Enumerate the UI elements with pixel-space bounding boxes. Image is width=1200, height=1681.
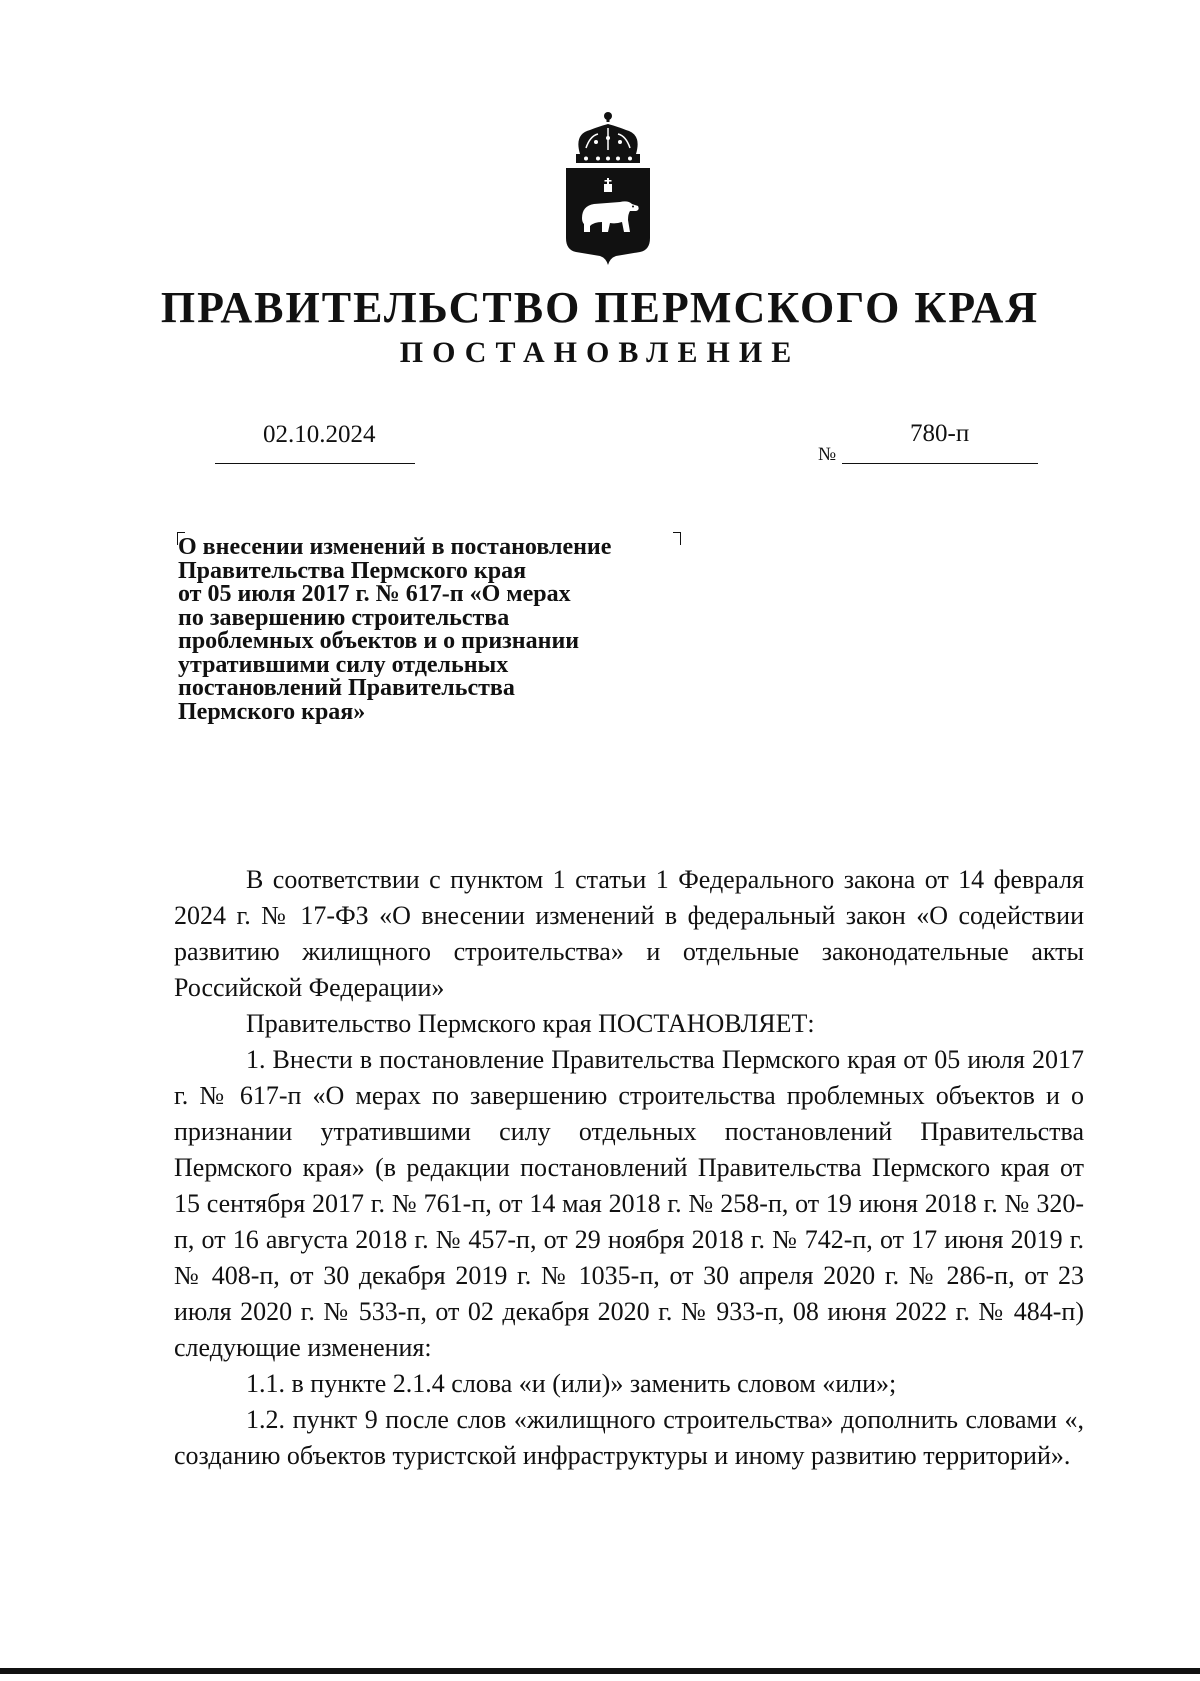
item-1-1-paragraph: 1.1. в пункте 2.1.4 слова «и (или)» заменить словом «или»; (246, 1369, 897, 1398)
subject-line: утратившими силу отдельных (178, 651, 509, 678)
item-1-2-paragraph: 1.2. пункт 9 после слов «жилищного строительства» дополнить словами «, созданию объектов туристской инфраструктуры и иному развитию территорий». (174, 1405, 1084, 1470)
government-title: ПРАВИТЕЛЬСТВО ПЕРМСКОГО КРАЯ (160, 283, 1040, 332)
page-bottom-border (0, 1668, 1200, 1674)
number-field (842, 421, 1038, 464)
resolution-paragraph: Правительство Пермского края ПОСТАНОВЛЯЕТ: (246, 1009, 815, 1038)
subject-line: О внесении изменений в постановление (178, 534, 612, 560)
date-field (215, 421, 415, 464)
document-type: ПОСТАНОВЛЕНИЕ (399, 336, 801, 369)
number-sign: № (818, 444, 837, 465)
subject-line: проблемных объектов и о признании (178, 628, 580, 654)
coat-of-arms-icon (560, 110, 656, 266)
subject-line: по завершению строительства (178, 604, 510, 631)
subject-line: постановлений Правительства (178, 675, 515, 701)
document-date: 02.10.2024 (263, 421, 376, 448)
preamble-paragraph: В соответствии с пунктом 1 статьи 1 Федерального закона от 14 февраля 2024 г. № 17-ФЗ «О внесении изменений в федеральный закон «О содействии развитию жилищного строительства» и отдельные законодательные акты Российской Федерации» (174, 865, 1084, 1002)
document-body (174, 862, 1084, 1474)
subject-line: Правительства Пермского края (178, 557, 527, 584)
item-1-paragraph: 1. Внести в постановление Правительства Пермского края от 05 июля 2017 г. № 617-п «О мерах по завершению строительства проблемных объектов и о признании утратившими силу отдельных постановлений Правительства Пермского края» (в редакции постановлений Правительства Пермского края от 15 сентября 2017 г. № 761-п, от 14 мая 2018 г. № 258-п, от 19 июня 2018 г. № 320-п, от 16 августа 2018 г. № 457-п, от 29 ноября 2018 г. № 742-п, от 17 июня 2019 г. № 408-п, от 30 декабря 2019 г. № 1035-п, от 30 апреля 2020 г. № 286-п, от 23 июля 2020 г. № 533-п, от 02 декабря 2020 г. № 933-п, 08 июня 2022 г. № 484-п) следующие изменения: (174, 1045, 1084, 1362)
document-subject (178, 536, 698, 724)
document-number: 780-п (910, 420, 970, 447)
subject-line: Пермского края» (178, 698, 366, 725)
subject-line: от 05 июля 2017 г. № 617-п «О мерах (178, 581, 571, 607)
